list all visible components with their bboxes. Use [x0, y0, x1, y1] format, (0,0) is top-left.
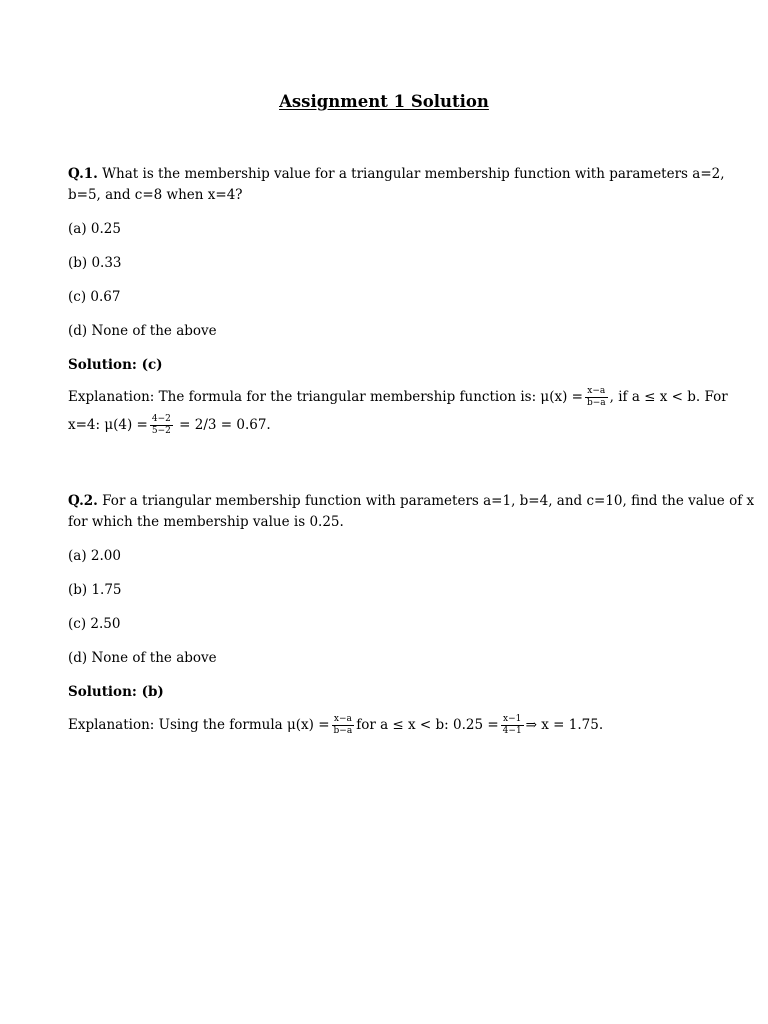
- formula-fraction: [585, 386, 608, 409]
- formula-fraction: [150, 414, 173, 437]
- fraction-denominator: b−a: [333, 726, 353, 736]
- fraction-numerator: x−a: [585, 386, 608, 398]
- formula-fraction: [501, 714, 524, 737]
- question-2-option-a: (a) 2.00: [68, 548, 121, 564]
- question-1-option-b: (b) 0.33: [68, 255, 122, 271]
- explanation-text: ⇒ x = 1.75.: [525, 717, 604, 733]
- fraction-denominator: 5−2: [151, 426, 171, 436]
- question-2-option-b: (b) 1.75: [68, 582, 122, 598]
- question-1-solution: Solution: (c): [68, 357, 163, 373]
- explanation-text: Explanation: Using the formula μ(x) =: [68, 717, 330, 733]
- page-title: Assignment 1 Solution: [279, 92, 489, 111]
- question-1-option-d: (d) None of the above: [68, 323, 217, 339]
- question-1-text-line1: [68, 164, 725, 184]
- question-1-text: What is the membership value for a triangular membership function with parameters a=2,: [97, 166, 725, 182]
- question-1-explanation-line1: [68, 386, 728, 409]
- question-2-solution: Solution: (b): [68, 684, 164, 700]
- question-2-text-line1: [68, 491, 754, 511]
- question-2-option-c: (c) 2.50: [68, 616, 121, 632]
- question-2-explanation-line1: [68, 714, 603, 737]
- question-1-explanation-line2: [68, 414, 271, 437]
- question-1-text-line2: b=5, and c=8 when x=4?: [68, 187, 243, 203]
- explanation-text: x=4: μ(4) =: [68, 417, 148, 433]
- explanation-text: Explanation: The formula for the triangular membership function is: μ(x) =: [68, 389, 583, 405]
- explanation-text: = 2/3 = 0.67.: [174, 417, 271, 433]
- fraction-numerator: 4−2: [151, 414, 171, 424]
- fraction-denominator: 4−1: [502, 726, 522, 736]
- question-2-option-d: (d) None of the above: [68, 650, 217, 666]
- explanation-text: , if a ≤ x < b. For: [609, 389, 728, 405]
- question-1-option-c: (c) 0.67: [68, 289, 121, 305]
- question-2-text: For a triangular membership function with parameters a=1, b=4, and c=10, find the value of x: [97, 493, 755, 509]
- fraction-denominator: b−a: [586, 398, 606, 408]
- question-2-text-line2: for which the membership value is 0.25.: [68, 514, 344, 530]
- explanation-text: for a ≤ x < b: 0.25 =: [356, 717, 499, 733]
- question-1-option-a: (a) 0.25: [68, 221, 121, 237]
- question-1-label: Q.1.: [68, 166, 98, 182]
- formula-fraction: [332, 714, 355, 737]
- fraction-numerator: x−a: [332, 714, 355, 726]
- question-2-label: Q.2.: [68, 493, 98, 509]
- fraction-numerator: x−1: [501, 714, 524, 726]
